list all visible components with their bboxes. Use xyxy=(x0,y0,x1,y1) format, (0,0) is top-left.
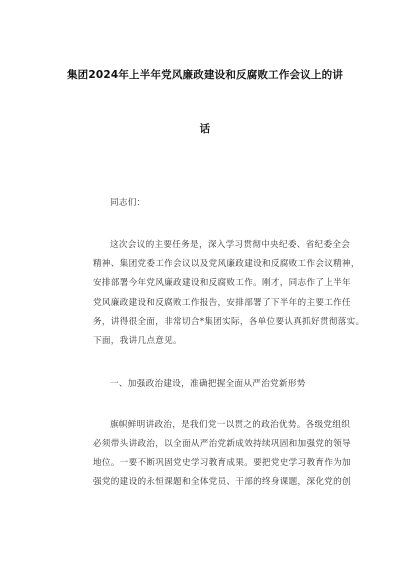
paragraph-1-line: 党风廉政建设和反腐败工作报告，安排部署了下半年的主要工作任 xyxy=(93,298,351,308)
salutation: 同志们： xyxy=(110,198,146,208)
paragraph-1-line: 精神、集团党委工作会议以及党风廉政建设和反腐败工作会议精神， xyxy=(93,259,360,269)
section-heading: 一、加强政治建设，准确把握全面从严治党新形势 xyxy=(110,379,306,389)
paragraph-1-line: 下面，我讲几点意见。 xyxy=(93,336,182,346)
paragraph-2-line: 必须带头讲政治，以全面从严治党新成效持续巩固和加强党的领导 xyxy=(93,439,351,449)
paragraph-1-line: 这次会议的主要任务是，深入学习贯彻中央纪委、省纪委全会 xyxy=(110,240,351,250)
document-title-line-2: 话 xyxy=(199,123,211,135)
document-title-line-1: 集团2024年上半年党风廉政建设和反腐败工作会议上的讲 xyxy=(66,69,344,81)
paragraph-2-line: 强党的建设的永恒课题和全体党员、干部的终身课题，深化党的创 xyxy=(93,477,351,487)
paragraph-2-line: 地位。一要不断巩固党史学习教育成果。要把党史学习教育作为加 xyxy=(93,458,351,468)
paragraph-1-line: 务，讲得很全面，非常切合*集团实际，各单位要认真抓好贯彻落实。 xyxy=(93,317,365,327)
paragraph-1-line: 安排部署今年党风廉政建设和反腐败工作。刚才，同志作了上半年 xyxy=(93,278,351,288)
paragraph-2-line: 旗帜鲜明讲政治，是我们党一以贯之的政治优势。各级党组织 xyxy=(110,420,351,430)
